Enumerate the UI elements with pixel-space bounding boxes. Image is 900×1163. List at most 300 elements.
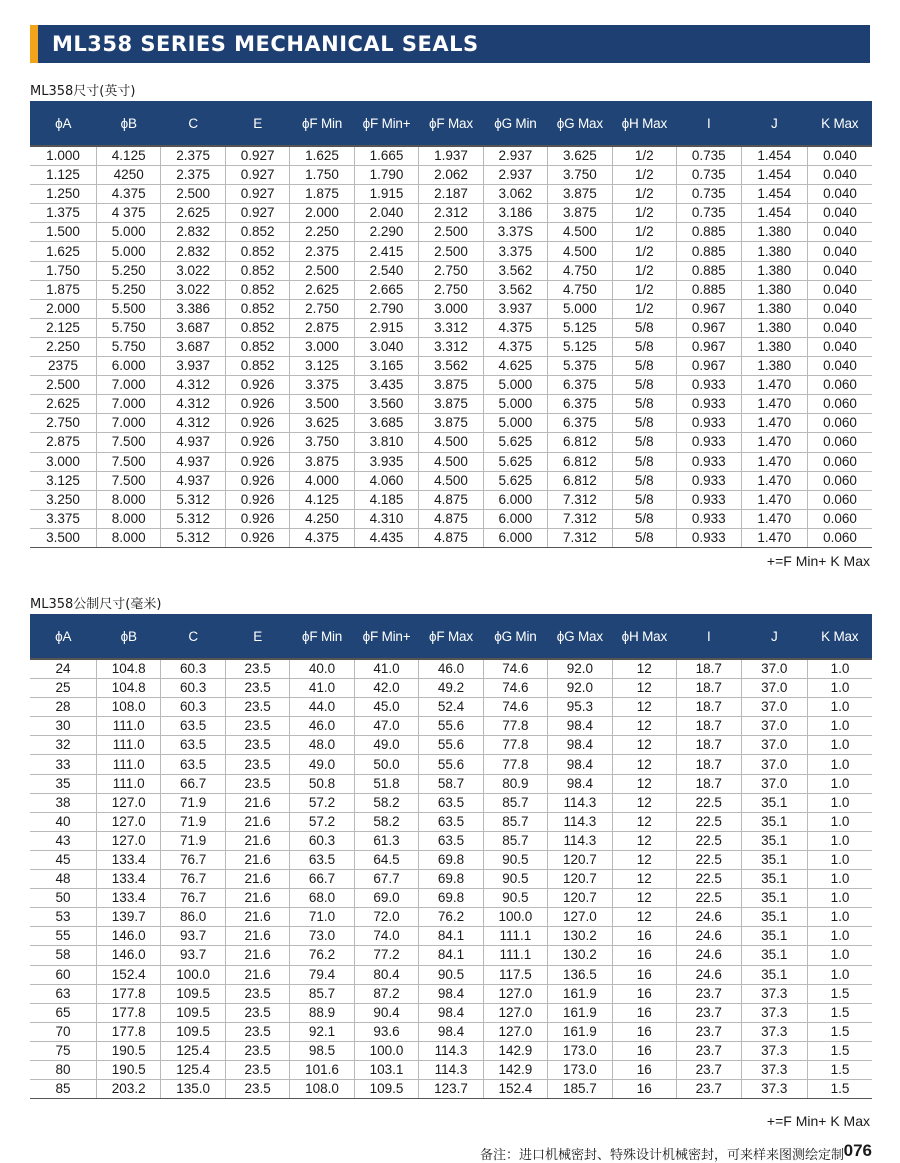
- table-row: [30, 395, 872, 414]
- table-row: [30, 223, 872, 242]
- column-header: C: [161, 101, 225, 146]
- table-cell: 4.250: [290, 509, 354, 528]
- table-cell: 0.885: [677, 261, 741, 280]
- table-cell: 0.933: [677, 471, 741, 490]
- table-cell: 2.750: [290, 299, 354, 318]
- table-cell: 0.967: [677, 299, 741, 318]
- table-cell: 98.5: [290, 1041, 354, 1060]
- table-row: [30, 280, 872, 299]
- table-cell: 98.4: [419, 984, 483, 1003]
- table-cell: 37.3: [741, 1041, 807, 1060]
- table-row: [30, 318, 872, 337]
- table-cell: 85.7: [483, 793, 547, 812]
- table-cell: 3.687: [161, 337, 225, 356]
- table-cell: 2.875: [290, 318, 354, 337]
- table-cell: 35.1: [741, 889, 807, 908]
- table-cell: 12: [612, 774, 676, 793]
- table-cell: 85.7: [483, 831, 547, 850]
- table-cell: 92.0: [548, 659, 612, 679]
- table-cell: 7.312: [548, 490, 612, 509]
- table-cell: 0.852: [225, 299, 289, 318]
- table-cell: 1.470: [741, 509, 807, 528]
- table-row: [30, 831, 872, 850]
- table-cell: 0.852: [225, 261, 289, 280]
- table-cell: 23.7: [677, 1003, 741, 1022]
- table-cell: 5/8: [612, 452, 676, 471]
- table-cell: 4.060: [354, 471, 418, 490]
- table-cell: 5/8: [612, 490, 676, 509]
- table-cell: 16: [612, 1041, 676, 1060]
- table-cell: 47.0: [354, 717, 418, 736]
- table-cell: 2.312: [419, 204, 483, 223]
- table-cell: 21.6: [225, 870, 289, 889]
- table-cell: 90.5: [419, 965, 483, 984]
- table-cell: 3.875: [419, 395, 483, 414]
- table-cell: 0.735: [677, 185, 741, 204]
- table-cell: 87.2: [354, 984, 418, 1003]
- table-cell: 1.470: [741, 452, 807, 471]
- table-cell: 0.735: [677, 146, 741, 166]
- table-cell: 4.000: [290, 471, 354, 490]
- table-cell: 1/2: [612, 204, 676, 223]
- table-cell: 0.735: [677, 166, 741, 185]
- table-cell: 2.375: [161, 146, 225, 166]
- table-cell: 21.6: [225, 927, 289, 946]
- table-cell: 6.375: [548, 395, 612, 414]
- table-cell: 1.470: [741, 395, 807, 414]
- table-cell: 3.562: [419, 357, 483, 376]
- table-cell: 98.4: [548, 717, 612, 736]
- table-cell: 3.685: [354, 414, 418, 433]
- table-cell: 1.454: [741, 204, 807, 223]
- table-cell: 152.4: [483, 1080, 547, 1099]
- table-cell: 38: [30, 793, 96, 812]
- table-cell: 0.926: [225, 376, 289, 395]
- table-row: [30, 146, 872, 166]
- page-banner: [30, 25, 870, 63]
- table-cell: 23.5: [225, 1022, 289, 1041]
- table-cell: 2.832: [161, 242, 225, 261]
- table-cell: 0.040: [807, 337, 872, 356]
- table-cell: 3.875: [548, 185, 612, 204]
- table-row: [30, 1080, 872, 1099]
- table-cell: 90.4: [354, 1003, 418, 1022]
- table-row: [30, 204, 872, 223]
- table-cell: 4.875: [419, 509, 483, 528]
- table-cell: 35: [30, 774, 96, 793]
- table-cell: 133.4: [96, 870, 160, 889]
- table-cell: 1.470: [741, 414, 807, 433]
- table-cell: 69.8: [419, 889, 483, 908]
- table-row: [30, 717, 872, 736]
- table-cell: 0.933: [677, 414, 741, 433]
- table-cell: 8.000: [96, 528, 160, 547]
- table-cell: 7.500: [96, 433, 160, 452]
- table-cell: 16: [612, 1022, 676, 1041]
- table-cell: 85: [30, 1080, 96, 1099]
- table-row: [30, 337, 872, 356]
- table-cell: 58.7: [419, 774, 483, 793]
- table-cell: 23.5: [225, 755, 289, 774]
- table-cell: 2.625: [290, 280, 354, 299]
- table-cell: 16: [612, 984, 676, 1003]
- table-cell: 0.060: [807, 509, 872, 528]
- table-cell: 2375: [30, 357, 96, 376]
- table-cell: 53: [30, 908, 96, 927]
- table-cell: 76.2: [290, 946, 354, 965]
- table-cell: 12: [612, 812, 676, 831]
- table-cell: 108.0: [290, 1080, 354, 1099]
- table-cell: 21.6: [225, 965, 289, 984]
- table-cell: 50.0: [354, 755, 418, 774]
- table-cell: 5/8: [612, 509, 676, 528]
- table-cell: 111.0: [96, 755, 160, 774]
- table-cell: 5.625: [483, 433, 547, 452]
- table-cell: 21.6: [225, 793, 289, 812]
- table-cell: 22.5: [677, 870, 741, 889]
- table-cell: 50.8: [290, 774, 354, 793]
- table-cell: 190.5: [96, 1041, 160, 1060]
- table-row: [30, 376, 872, 395]
- table-cell: 1.0: [807, 698, 872, 717]
- table-row: [30, 1041, 872, 1060]
- table-row: [30, 984, 872, 1003]
- table-cell: 5/8: [612, 337, 676, 356]
- table-cell: 3.000: [30, 452, 96, 471]
- table-cell: 23.5: [225, 984, 289, 1003]
- table-cell: 49.0: [290, 755, 354, 774]
- table-cell: 60.3: [161, 698, 225, 717]
- table-cell: 23.5: [225, 659, 289, 679]
- table-cell: 7.500: [96, 452, 160, 471]
- column-header: J: [741, 101, 807, 146]
- table-cell: 0.040: [807, 185, 872, 204]
- table-cell: 95.3: [548, 698, 612, 717]
- table-cell: 5/8: [612, 395, 676, 414]
- table-cell: 35.1: [741, 965, 807, 984]
- table-cell: 1.0: [807, 889, 872, 908]
- inch-dimensions-table: [30, 101, 872, 548]
- table-row: [30, 927, 872, 946]
- table-cell: 4.375: [483, 337, 547, 356]
- table-cell: 2.915: [354, 318, 418, 337]
- table-cell: 90.5: [483, 850, 547, 869]
- table-cell: 1.0: [807, 965, 872, 984]
- table-cell: 57.2: [290, 812, 354, 831]
- table-cell: 120.7: [548, 870, 612, 889]
- table-cell: 35.1: [741, 908, 807, 927]
- table-cell: 100.0: [354, 1041, 418, 1060]
- table-cell: 22.5: [677, 850, 741, 869]
- table-cell: 12: [612, 659, 676, 679]
- table-cell: 23.5: [225, 1041, 289, 1060]
- table-row: [30, 528, 872, 547]
- table-cell: 2.500: [161, 185, 225, 204]
- table-cell: 3.562: [483, 261, 547, 280]
- banner-accent-bar: [30, 25, 38, 63]
- table-cell: 7.000: [96, 376, 160, 395]
- table-row: [30, 299, 872, 318]
- table-cell: 37.0: [741, 755, 807, 774]
- table-cell: 35.1: [741, 927, 807, 946]
- table-cell: 84.1: [419, 946, 483, 965]
- table-cell: 2.187: [419, 185, 483, 204]
- table-cell: 3.375: [290, 376, 354, 395]
- table-cell: 127.0: [483, 984, 547, 1003]
- table-cell: 0.926: [225, 490, 289, 509]
- table-cell: 0.040: [807, 357, 872, 376]
- table-cell: 18.7: [677, 659, 741, 679]
- table-cell: 98.4: [548, 736, 612, 755]
- table-cell: 5.000: [483, 395, 547, 414]
- table-cell: 63.5: [161, 717, 225, 736]
- table-cell: 35.1: [741, 831, 807, 850]
- table-cell: 3.062: [483, 185, 547, 204]
- table-cell: 3.022: [161, 261, 225, 280]
- table-cell: 1.915: [354, 185, 418, 204]
- table-cell: 23.7: [677, 1060, 741, 1079]
- table-cell: 5/8: [612, 357, 676, 376]
- table-cell: 1.380: [741, 280, 807, 299]
- table-cell: 0.885: [677, 242, 741, 261]
- table-cell: 1.470: [741, 433, 807, 452]
- table-cell: 5/8: [612, 471, 676, 490]
- table-cell: 2.625: [30, 395, 96, 414]
- table-cell: 4.750: [548, 261, 612, 280]
- table-cell: 1.5: [807, 1003, 872, 1022]
- table-cell: 58.2: [354, 812, 418, 831]
- table-cell: 5.625: [483, 452, 547, 471]
- table-cell: 2.290: [354, 223, 418, 242]
- table-cell: 76.7: [161, 889, 225, 908]
- table-row: [30, 812, 872, 831]
- table-cell: 5.000: [96, 223, 160, 242]
- table-cell: 93.6: [354, 1022, 418, 1041]
- table-cell: 55.6: [419, 717, 483, 736]
- table-cell: 61.3: [354, 831, 418, 850]
- table-cell: 12: [612, 755, 676, 774]
- table-cell: 21.6: [225, 831, 289, 850]
- table-cell: 111.1: [483, 946, 547, 965]
- metric-table-note: +=F Min+ K Max: [766, 1113, 870, 1129]
- table-cell: 5.250: [96, 280, 160, 299]
- table-cell: 2.000: [30, 299, 96, 318]
- table-cell: 80: [30, 1060, 96, 1079]
- table-cell: 146.0: [96, 946, 160, 965]
- table-cell: 16: [612, 1080, 676, 1099]
- table-cell: 1.665: [354, 146, 418, 166]
- table-cell: 28: [30, 698, 96, 717]
- table-cell: 1.0: [807, 717, 872, 736]
- table-cell: 0.926: [225, 471, 289, 490]
- table-row: [30, 242, 872, 261]
- table-row: [30, 659, 872, 679]
- table-cell: 46.0: [290, 717, 354, 736]
- table-cell: 5.125: [548, 318, 612, 337]
- table-cell: 1.0: [807, 870, 872, 889]
- table-cell: 58: [30, 946, 96, 965]
- table-cell: 3.625: [548, 146, 612, 166]
- table-cell: 0.967: [677, 357, 741, 376]
- table-cell: 127.0: [483, 1022, 547, 1041]
- table-cell: 1.750: [30, 261, 96, 280]
- table-cell: 0.926: [225, 452, 289, 471]
- table-cell: 127.0: [96, 793, 160, 812]
- table-cell: 76.7: [161, 870, 225, 889]
- table-row: [30, 793, 872, 812]
- table-cell: 1.0: [807, 831, 872, 850]
- table-cell: 37.0: [741, 736, 807, 755]
- table-cell: 60.3: [290, 831, 354, 850]
- table-row: [30, 965, 872, 984]
- table-cell: 3.375: [30, 509, 96, 528]
- table-cell: 74.6: [483, 659, 547, 679]
- table-cell: 2.790: [354, 299, 418, 318]
- table-cell: 117.5: [483, 965, 547, 984]
- table-cell: 0.927: [225, 146, 289, 166]
- table-cell: 5.625: [483, 471, 547, 490]
- table-cell: 0.040: [807, 223, 872, 242]
- table-cell: 1.380: [741, 357, 807, 376]
- metric-dimensions-table: [30, 614, 872, 1099]
- table-cell: 3.312: [419, 337, 483, 356]
- table-cell: 16: [612, 1060, 676, 1079]
- table-cell: 3.562: [483, 280, 547, 299]
- table-cell: 67.7: [354, 870, 418, 889]
- table-cell: 4.185: [354, 490, 418, 509]
- table-cell: 1.380: [741, 223, 807, 242]
- table-cell: 120.7: [548, 850, 612, 869]
- table-cell: 3.375: [483, 242, 547, 261]
- table-cell: 23.7: [677, 1080, 741, 1099]
- column-header: ϕF Min: [290, 101, 354, 146]
- table-cell: 0.060: [807, 452, 872, 471]
- table-cell: 2.540: [354, 261, 418, 280]
- table-cell: 3.875: [419, 414, 483, 433]
- table-cell: 48: [30, 870, 96, 889]
- table-cell: 71.9: [161, 793, 225, 812]
- table-cell: 1/2: [612, 223, 676, 242]
- table-cell: 123.7: [419, 1080, 483, 1099]
- table-cell: 5/8: [612, 528, 676, 547]
- table-cell: 1.750: [290, 166, 354, 185]
- table-cell: 40: [30, 812, 96, 831]
- table-cell: 93.7: [161, 927, 225, 946]
- table-cell: 84.1: [419, 927, 483, 946]
- table-cell: 25: [30, 679, 96, 698]
- table-cell: 1/2: [612, 146, 676, 166]
- table-cell: 1.380: [741, 299, 807, 318]
- table-cell: 0.060: [807, 528, 872, 547]
- table-cell: 60.3: [161, 679, 225, 698]
- table-cell: 37.3: [741, 1080, 807, 1099]
- table-cell: 0.040: [807, 166, 872, 185]
- table-cell: 42.0: [354, 679, 418, 698]
- table-cell: 3.500: [290, 395, 354, 414]
- table-cell: 127.0: [483, 1003, 547, 1022]
- table-cell: 79.4: [290, 965, 354, 984]
- table-cell: 41.0: [290, 679, 354, 698]
- table-cell: 4.500: [548, 242, 612, 261]
- table-cell: 4.312: [161, 395, 225, 414]
- table-cell: 8.000: [96, 490, 160, 509]
- table-cell: 23.5: [225, 679, 289, 698]
- table-cell: 2.625: [161, 204, 225, 223]
- table-cell: 23.7: [677, 1041, 741, 1060]
- table-cell: 77.2: [354, 946, 418, 965]
- table-cell: 5.750: [96, 337, 160, 356]
- table-cell: 6.000: [483, 509, 547, 528]
- table-cell: 71.0: [290, 908, 354, 927]
- table-cell: 177.8: [96, 1003, 160, 1022]
- table-cell: 2.750: [419, 261, 483, 280]
- table-cell: 55: [30, 927, 96, 946]
- table-cell: 4.937: [161, 471, 225, 490]
- table-row: [30, 908, 872, 927]
- table-cell: 1.0: [807, 850, 872, 869]
- table-cell: 23.5: [225, 1003, 289, 1022]
- table-cell: 24: [30, 659, 96, 679]
- table-cell: 5.000: [483, 376, 547, 395]
- table-cell: 63.5: [419, 812, 483, 831]
- table-cell: 6.375: [548, 376, 612, 395]
- table-cell: 0.927: [225, 185, 289, 204]
- table-cell: 2.250: [290, 223, 354, 242]
- table-cell: 68.0: [290, 889, 354, 908]
- table-cell: 23.7: [677, 984, 741, 1003]
- table-cell: 127.0: [96, 812, 160, 831]
- table-cell: 146.0: [96, 927, 160, 946]
- table-cell: 173.0: [548, 1041, 612, 1060]
- table-cell: 3.040: [354, 337, 418, 356]
- table-cell: 2.040: [354, 204, 418, 223]
- table-cell: 125.4: [161, 1060, 225, 1079]
- table-cell: 1.5: [807, 1041, 872, 1060]
- table-cell: 3.022: [161, 280, 225, 299]
- table-cell: 23.7: [677, 1022, 741, 1041]
- metric-table-header-row: [30, 614, 872, 659]
- table-cell: 0.933: [677, 376, 741, 395]
- table-cell: 5.500: [96, 299, 160, 318]
- table-cell: 7.312: [548, 509, 612, 528]
- table-cell: 1.0: [807, 736, 872, 755]
- table-cell: 2.500: [419, 223, 483, 242]
- table-cell: 4.500: [419, 471, 483, 490]
- table-cell: 2.125: [30, 318, 96, 337]
- column-header: ϕG Max: [548, 101, 612, 146]
- table-cell: 46.0: [419, 659, 483, 679]
- table-cell: 77.8: [483, 717, 547, 736]
- table-cell: 109.5: [161, 1022, 225, 1041]
- table-row: [30, 889, 872, 908]
- table-row: [30, 490, 872, 509]
- table-row: [30, 357, 872, 376]
- table-cell: 51.8: [354, 774, 418, 793]
- table-cell: 3.560: [354, 395, 418, 414]
- column-header: ϕB: [96, 101, 160, 146]
- table-row: [30, 850, 872, 869]
- table-cell: 1.5: [807, 1022, 872, 1041]
- table-cell: 23.5: [225, 1060, 289, 1079]
- table-cell: 16: [612, 927, 676, 946]
- table-cell: 1.875: [30, 280, 96, 299]
- table-cell: 108.0: [96, 698, 160, 717]
- table-cell: 203.2: [96, 1080, 160, 1099]
- table-row: [30, 946, 872, 965]
- table-cell: 12: [612, 850, 676, 869]
- table-cell: 1.0: [807, 659, 872, 679]
- table-cell: 1.790: [354, 166, 418, 185]
